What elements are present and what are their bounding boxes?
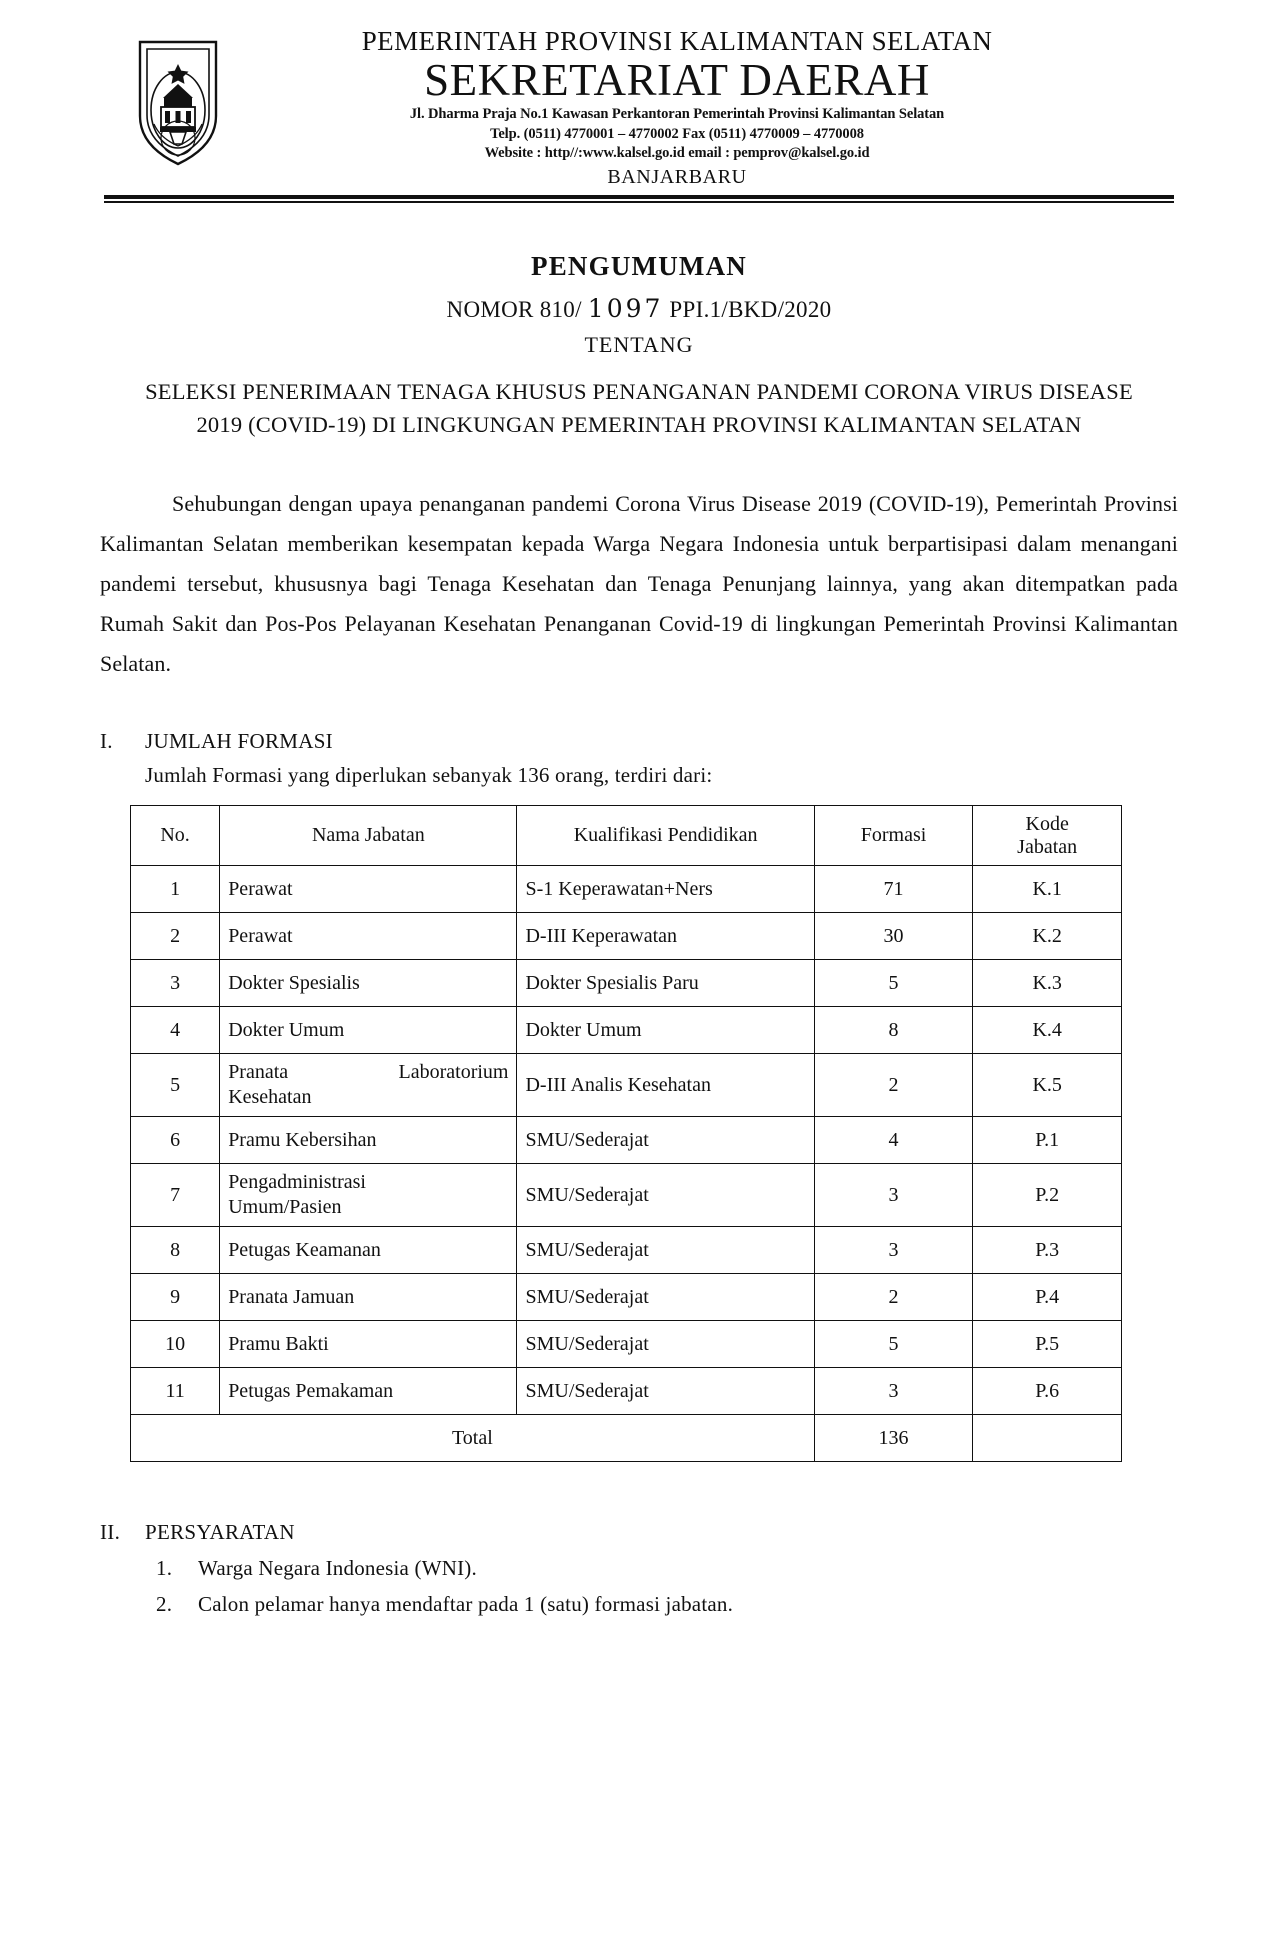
table-row bbox=[131, 866, 1122, 913]
cell-kode: K.2 bbox=[973, 913, 1122, 960]
cell-kode: P.6 bbox=[973, 1368, 1122, 1415]
cell-jabatan: Pramu Bakti bbox=[220, 1321, 517, 1368]
cell-no: 5 bbox=[131, 1054, 220, 1117]
cell-formasi: 5 bbox=[814, 1321, 973, 1368]
total-formasi-value: 136 bbox=[814, 1415, 973, 1462]
cell-kode: K.3 bbox=[973, 960, 1122, 1007]
cell-no: 2 bbox=[131, 913, 220, 960]
column-header-formasi: Formasi bbox=[814, 806, 973, 866]
cell-formasi: 5 bbox=[814, 960, 973, 1007]
intro-paragraph: Sehubungan dengan upaya penanganan pandemi Corona Virus Disease 2019 (COVID-19), Pemerintah Provinsi Kalimantan Selatan memberikan kesempatan kepada Warga Negara Indonesia untuk berpartisipasi dalam menangani pandemi tersebut, khususnya bagi Tenaga Kesehatan dan Tenaga Penunjang lainnya, yang akan ditempatkan pada Rumah Sakit dan Pos-Pos Pelayanan Kesehatan Penanganan Covid-19 di lingkungan Pemerintah Provinsi Kalimantan Selatan. bbox=[100, 491, 1178, 677]
table-header-row bbox=[131, 806, 1122, 866]
list-item bbox=[100, 1556, 1178, 1581]
document-number-prefix: NOMOR 810/ bbox=[446, 296, 582, 322]
divider-thin-line bbox=[104, 201, 1174, 203]
document-subject: SELEKSI PENERIMAAN TENAGA KHUSUS PENANGANAN PANDEMI CORONA VIRUS DISEASE 2019 (COVID-19) DI LINGKUNGAN PEMERINTAH PROVINSI KALIMANTAN SELATAN bbox=[145, 378, 1133, 438]
cell-kode: P.2 bbox=[973, 1164, 1122, 1227]
cell-jabatan: Dokter Umum bbox=[220, 1007, 517, 1054]
document-number-handwritten: 1097 bbox=[587, 293, 664, 323]
cell-kualifikasi: SMU/Sederajat bbox=[517, 1274, 814, 1321]
cell-jabatan: Pranata Laboratorium Kesehatan bbox=[220, 1054, 517, 1117]
cell-formasi: 71 bbox=[814, 866, 973, 913]
cell-kode: P.4 bbox=[973, 1274, 1122, 1321]
cell-no: 4 bbox=[131, 1007, 220, 1054]
cell-no: 1 bbox=[131, 866, 220, 913]
cell-kode: P.1 bbox=[973, 1117, 1122, 1164]
column-header-no: No. bbox=[131, 806, 220, 866]
cell-kualifikasi: S-1 Keperawatan+Ners bbox=[517, 866, 814, 913]
cell-formasi: 8 bbox=[814, 1007, 973, 1054]
cell-formasi: 2 bbox=[814, 1054, 973, 1117]
cell-kualifikasi: SMU/Sederajat bbox=[517, 1227, 814, 1274]
section2-number: II. bbox=[100, 1520, 121, 1545]
section-title: JUMLAH FORMASI bbox=[145, 729, 333, 754]
letterhead-website: Website : http//:www.kalsel.go.id email : pemprov@kalsel.go.id bbox=[484, 145, 870, 162]
column-header-nama-jabatan: Nama Jabatan bbox=[220, 806, 517, 866]
table-row bbox=[131, 1321, 1122, 1368]
cell-kualifikasi: SMU/Sederajat bbox=[517, 1117, 814, 1164]
cell-no: 8 bbox=[131, 1227, 220, 1274]
document-number-suffix: PPI.1/BKD/2020 bbox=[669, 296, 832, 322]
divider-thick-line bbox=[104, 195, 1174, 199]
cell-kualifikasi: D-III Keperawatan bbox=[517, 913, 814, 960]
section-persyaratan bbox=[100, 1520, 1178, 1617]
table-row bbox=[131, 1274, 1122, 1321]
tentang-label: TENTANG bbox=[584, 331, 694, 357]
cell-jabatan: Pramu Kebersihan bbox=[220, 1117, 517, 1164]
letterhead bbox=[100, 26, 1178, 189]
formasi-table bbox=[130, 805, 1122, 1462]
cell-kode: P.5 bbox=[973, 1321, 1122, 1368]
letterhead-phone: Telp. (0511) 4770001 – 4770002 Fax (0511) 4770009 – 4770008 bbox=[490, 125, 864, 142]
table-row bbox=[131, 1054, 1122, 1117]
title-block bbox=[100, 251, 1178, 443]
table-row bbox=[131, 1368, 1122, 1415]
cell-formasi: 3 bbox=[814, 1164, 973, 1227]
cell-formasi: 3 bbox=[814, 1368, 973, 1415]
cell-kode: K.1 bbox=[973, 866, 1122, 913]
cell-jabatan: Perawat bbox=[220, 866, 517, 913]
letterhead-line1: PEMERINTAH PROVINSI KALIMANTAN SELATAN bbox=[361, 26, 993, 56]
table-row bbox=[131, 1117, 1122, 1164]
cell-no: 6 bbox=[131, 1117, 220, 1164]
column-header-kode-line1: Kode bbox=[1025, 812, 1069, 835]
section2-title: PERSYARATAN bbox=[145, 1520, 295, 1545]
cell-jabatan: Perawat bbox=[220, 913, 517, 960]
formasi-table-wrapper bbox=[100, 805, 1178, 1462]
table-body bbox=[131, 866, 1122, 1462]
cell-jabatan: Petugas Keamanan bbox=[220, 1227, 517, 1274]
section2-heading-row bbox=[100, 1520, 1178, 1545]
cell-kode: K.5 bbox=[973, 1054, 1122, 1117]
list-item-number: 2. bbox=[156, 1592, 173, 1617]
total-kode-cell bbox=[973, 1415, 1122, 1462]
provincial-crest-icon bbox=[130, 38, 226, 168]
cell-no: 3 bbox=[131, 960, 220, 1007]
cell-no: 11 bbox=[131, 1368, 220, 1415]
persyaratan-list bbox=[100, 1556, 1178, 1617]
cell-kualifikasi: Dokter Spesialis Paru bbox=[517, 960, 814, 1007]
list-item-number: 1. bbox=[156, 1556, 173, 1581]
cell-kualifikasi: SMU/Sederajat bbox=[517, 1321, 814, 1368]
header-divider bbox=[100, 195, 1178, 203]
table-total-row bbox=[131, 1415, 1122, 1462]
letterhead-line2: SEKRETARIAT DAERAH bbox=[424, 55, 930, 106]
column-header-kode-jabatan bbox=[973, 806, 1122, 866]
cell-kualifikasi: SMU/Sederajat bbox=[517, 1164, 814, 1227]
announcement-title: PENGUMUMAN bbox=[531, 250, 747, 281]
section-jumlah-formasi bbox=[100, 729, 1178, 1462]
cell-jabatan: Petugas Pemakaman bbox=[220, 1368, 517, 1415]
column-header-kode-line2: Jabatan bbox=[1017, 835, 1078, 858]
table-row bbox=[131, 960, 1122, 1007]
section-heading-row bbox=[100, 729, 1178, 754]
section-subheading: Jumlah Formasi yang diperlukan sebanyak 136 orang, terdiri dari: bbox=[145, 763, 713, 788]
document-number-line bbox=[100, 294, 1178, 323]
cell-kode: P.3 bbox=[973, 1227, 1122, 1274]
cell-jabatan: Dokter Spesialis bbox=[220, 960, 517, 1007]
list-item-text: Calon pelamar hanya mendaftar pada 1 (satu) formasi jabatan. bbox=[198, 1592, 734, 1617]
table-row bbox=[131, 1227, 1122, 1274]
cell-kualifikasi: D-III Analis Kesehatan bbox=[517, 1054, 814, 1117]
section-number: I. bbox=[100, 729, 113, 754]
cell-kode: K.4 bbox=[973, 1007, 1122, 1054]
cell-kualifikasi: SMU/Sederajat bbox=[517, 1368, 814, 1415]
table-head bbox=[131, 806, 1122, 866]
total-label: Total bbox=[131, 1415, 815, 1462]
table-row bbox=[131, 913, 1122, 960]
cell-formasi: 4 bbox=[814, 1117, 973, 1164]
cell-formasi: 3 bbox=[814, 1227, 973, 1274]
cell-no: 10 bbox=[131, 1321, 220, 1368]
cell-formasi: 30 bbox=[814, 913, 973, 960]
table-row bbox=[131, 1007, 1122, 1054]
cell-jabatan: Pranata Jamuan bbox=[220, 1274, 517, 1321]
column-header-kualifikasi-pendidikan: Kualifikasi Pendidikan bbox=[517, 806, 814, 866]
cell-kualifikasi: Dokter Umum bbox=[517, 1007, 814, 1054]
table-row bbox=[131, 1164, 1122, 1227]
cell-jabatan: Pengadministrasi Umum/Pasien bbox=[220, 1164, 517, 1227]
list-item bbox=[100, 1592, 1178, 1617]
list-item-text: Warga Negara Indonesia (WNI). bbox=[198, 1556, 477, 1581]
cell-no: 9 bbox=[131, 1274, 220, 1321]
cell-formasi: 2 bbox=[814, 1274, 973, 1321]
letterhead-city: BANJARBARU bbox=[607, 165, 747, 188]
letterhead-address: Jl. Dharma Praja No.1 Kawasan Perkantoran Pemerintah Provinsi Kalimantan Selatan bbox=[409, 106, 945, 123]
cell-no: 7 bbox=[131, 1164, 220, 1227]
